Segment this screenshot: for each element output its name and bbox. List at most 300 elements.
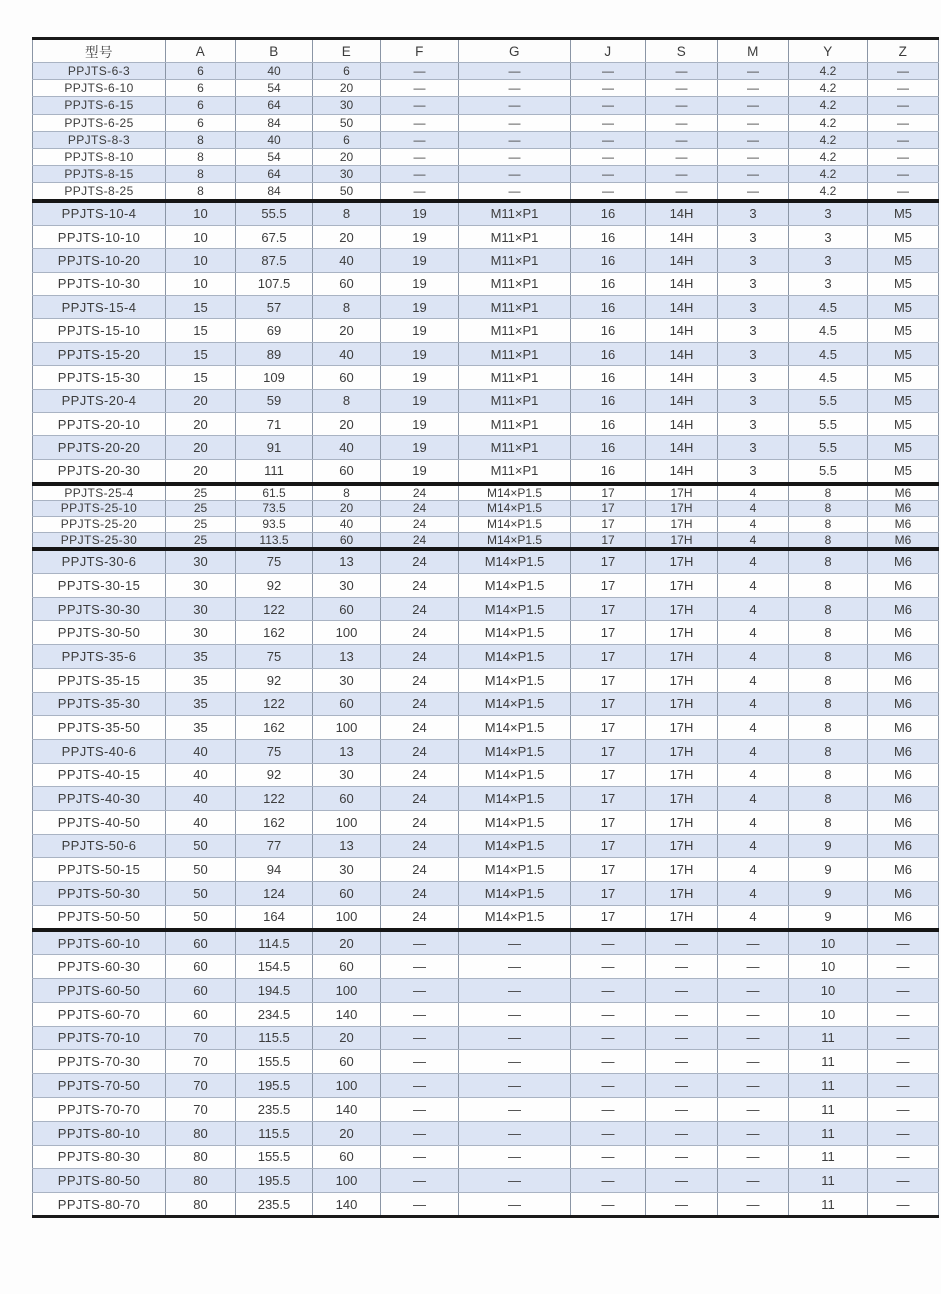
value-cell: 70 <box>166 1074 236 1098</box>
value-cell: — <box>459 166 571 183</box>
table-row <box>33 1193 939 1217</box>
table-row <box>33 905 939 929</box>
value-cell: 8 <box>789 597 868 621</box>
value-cell: — <box>459 63 571 80</box>
value-cell: 8 <box>313 485 381 501</box>
value-cell: M14×P1.5 <box>459 882 571 906</box>
value-cell: — <box>868 1074 939 1098</box>
value-cell: 100 <box>313 810 381 834</box>
value-cell: — <box>459 931 571 955</box>
value-cell: M6 <box>868 787 939 811</box>
value-cell: 19 <box>381 413 459 436</box>
value-cell: 84 <box>236 183 313 200</box>
value-cell: M11×P1 <box>459 249 571 272</box>
model-cell: PPJTS-8-25 <box>33 183 166 200</box>
value-cell: 5.5 <box>789 389 868 412</box>
model-cell: PPJTS-80-10 <box>33 1121 166 1145</box>
value-cell: — <box>459 80 571 97</box>
value-cell: 17 <box>571 532 646 548</box>
model-cell: PPJTS-6-10 <box>33 80 166 97</box>
value-cell: — <box>381 1026 459 1050</box>
value-cell: 4.2 <box>789 166 868 183</box>
value-cell: M5 <box>868 319 939 342</box>
table-section <box>33 63 939 201</box>
value-cell: — <box>868 148 939 165</box>
value-cell: 100 <box>313 978 381 1002</box>
column-header: B <box>236 39 313 63</box>
value-cell: 8 <box>789 550 868 574</box>
value-cell: 75 <box>236 645 313 669</box>
value-cell: 40 <box>166 810 236 834</box>
model-cell: PPJTS-50-15 <box>33 858 166 882</box>
value-cell: 11 <box>789 1169 868 1193</box>
table-row <box>33 459 939 482</box>
value-cell: 8 <box>166 183 236 200</box>
value-cell: — <box>646 166 718 183</box>
value-cell: 40 <box>313 436 381 459</box>
value-cell: M5 <box>868 225 939 248</box>
value-cell: 17 <box>571 810 646 834</box>
value-cell: 60 <box>166 1002 236 1026</box>
value-cell: M14×P1.5 <box>459 597 571 621</box>
model-cell: PPJTS-30-15 <box>33 574 166 598</box>
value-cell: 3 <box>718 413 789 436</box>
value-cell: 50 <box>313 114 381 131</box>
value-cell: — <box>868 978 939 1002</box>
value-cell: — <box>381 63 459 80</box>
value-cell: 8 <box>789 810 868 834</box>
value-cell: M6 <box>868 692 939 716</box>
value-cell: 50 <box>313 183 381 200</box>
value-cell: 25 <box>166 485 236 501</box>
value-cell: 17 <box>571 550 646 574</box>
value-cell: 17H <box>646 500 718 516</box>
value-cell: — <box>571 183 646 200</box>
value-cell: 24 <box>381 574 459 598</box>
value-cell: 8 <box>789 787 868 811</box>
value-cell: 8 <box>789 739 868 763</box>
model-cell: PPJTS-20-30 <box>33 459 166 482</box>
value-cell: — <box>459 1145 571 1169</box>
value-cell: 8 <box>166 131 236 148</box>
value-cell: 8 <box>789 621 868 645</box>
model-cell: PPJTS-80-50 <box>33 1169 166 1193</box>
value-cell: M6 <box>868 739 939 763</box>
value-cell: 9 <box>789 882 868 906</box>
value-cell: 70 <box>166 1026 236 1050</box>
table-row <box>33 1145 939 1169</box>
value-cell: — <box>868 1145 939 1169</box>
value-cell: 16 <box>571 342 646 365</box>
value-cell: 71 <box>236 413 313 436</box>
value-cell: 24 <box>381 516 459 532</box>
value-cell: 14H <box>646 459 718 482</box>
model-cell: PPJTS-50-6 <box>33 834 166 858</box>
value-cell: 100 <box>313 1074 381 1098</box>
value-cell: 54 <box>236 148 313 165</box>
value-cell: — <box>571 1193 646 1217</box>
value-cell: — <box>571 114 646 131</box>
value-cell: 10 <box>166 249 236 272</box>
value-cell: — <box>459 1121 571 1145</box>
value-cell: 164 <box>236 905 313 929</box>
value-cell: 75 <box>236 739 313 763</box>
value-cell: M6 <box>868 597 939 621</box>
value-cell: 3 <box>718 342 789 365</box>
value-cell: 17H <box>646 597 718 621</box>
value-cell: 20 <box>313 80 381 97</box>
table-row <box>33 296 939 319</box>
value-cell: — <box>571 63 646 80</box>
value-cell: — <box>646 978 718 1002</box>
value-cell: 24 <box>381 882 459 906</box>
value-cell: 19 <box>381 272 459 295</box>
value-cell: 75 <box>236 550 313 574</box>
value-cell: 24 <box>381 645 459 669</box>
value-cell: 3 <box>718 225 789 248</box>
value-cell: 162 <box>236 621 313 645</box>
value-cell: 162 <box>236 716 313 740</box>
value-cell: — <box>718 80 789 97</box>
value-cell: 60 <box>313 459 381 482</box>
value-cell: M6 <box>868 905 939 929</box>
table-row <box>33 978 939 1002</box>
value-cell: 107.5 <box>236 272 313 295</box>
table-row <box>33 692 939 716</box>
value-cell: — <box>868 1002 939 1026</box>
value-cell: 94 <box>236 858 313 882</box>
value-cell: 3 <box>718 389 789 412</box>
value-cell: 140 <box>313 1002 381 1026</box>
value-cell: 17H <box>646 621 718 645</box>
value-cell: 54 <box>236 80 313 97</box>
value-cell: M14×P1.5 <box>459 500 571 516</box>
value-cell: 17 <box>571 858 646 882</box>
value-cell: 6 <box>166 63 236 80</box>
value-cell: 3 <box>789 225 868 248</box>
table-row <box>33 810 939 834</box>
value-cell: 115.5 <box>236 1121 313 1145</box>
value-cell: 19 <box>381 436 459 459</box>
value-cell: 100 <box>313 905 381 929</box>
model-cell: PPJTS-15-4 <box>33 296 166 319</box>
model-cell: PPJTS-70-50 <box>33 1074 166 1098</box>
value-cell: — <box>381 978 459 1002</box>
value-cell: 20 <box>313 319 381 342</box>
value-cell: — <box>381 1121 459 1145</box>
table-row <box>33 389 939 412</box>
value-cell: 35 <box>166 645 236 669</box>
value-cell: 3 <box>718 202 789 225</box>
value-cell: 13 <box>313 739 381 763</box>
table-row <box>33 931 939 955</box>
value-cell: 20 <box>313 148 381 165</box>
model-cell: PPJTS-20-4 <box>33 389 166 412</box>
value-cell: 14H <box>646 225 718 248</box>
value-cell: 3 <box>718 366 789 389</box>
value-cell: 87.5 <box>236 249 313 272</box>
table-row <box>33 834 939 858</box>
model-cell: PPJTS-80-70 <box>33 1193 166 1217</box>
model-cell: PPJTS-80-30 <box>33 1145 166 1169</box>
value-cell: M5 <box>868 436 939 459</box>
value-cell: 234.5 <box>236 1002 313 1026</box>
value-cell: 8 <box>789 574 868 598</box>
value-cell: 64 <box>236 166 313 183</box>
value-cell: 14H <box>646 249 718 272</box>
table-row <box>33 249 939 272</box>
value-cell: 40 <box>166 787 236 811</box>
value-cell: 4 <box>718 834 789 858</box>
value-cell: M14×P1.5 <box>459 485 571 501</box>
value-cell: 77 <box>236 834 313 858</box>
value-cell: — <box>868 955 939 979</box>
value-cell: 17 <box>571 668 646 692</box>
model-cell: PPJTS-10-10 <box>33 225 166 248</box>
value-cell: 4 <box>718 532 789 548</box>
value-cell: — <box>646 97 718 114</box>
value-cell: 16 <box>571 413 646 436</box>
value-cell: — <box>718 1121 789 1145</box>
value-cell: 60 <box>166 978 236 1002</box>
value-cell: 19 <box>381 225 459 248</box>
model-cell: PPJTS-15-30 <box>33 366 166 389</box>
value-cell: 35 <box>166 668 236 692</box>
value-cell: 50 <box>166 834 236 858</box>
spec-table <box>32 37 939 1218</box>
model-cell: PPJTS-30-50 <box>33 621 166 645</box>
value-cell: 17 <box>571 882 646 906</box>
table-row <box>33 63 939 80</box>
model-cell: PPJTS-60-30 <box>33 955 166 979</box>
value-cell: 20 <box>313 1026 381 1050</box>
value-cell: — <box>718 183 789 200</box>
table-row <box>33 597 939 621</box>
value-cell: 5.5 <box>789 436 868 459</box>
model-cell: PPJTS-70-30 <box>33 1050 166 1074</box>
value-cell: 4.5 <box>789 319 868 342</box>
table-row <box>33 516 939 532</box>
value-cell: — <box>381 114 459 131</box>
column-header: F <box>381 39 459 63</box>
value-cell: — <box>718 63 789 80</box>
value-cell: 17H <box>646 532 718 548</box>
value-cell: 16 <box>571 249 646 272</box>
value-cell: — <box>868 97 939 114</box>
value-cell: — <box>868 166 939 183</box>
value-cell: 24 <box>381 834 459 858</box>
value-cell: 17H <box>646 485 718 501</box>
value-cell: 60 <box>313 597 381 621</box>
value-cell: 8 <box>789 645 868 669</box>
value-cell: 4.2 <box>789 97 868 114</box>
value-cell: M11×P1 <box>459 296 571 319</box>
value-cell: — <box>571 131 646 148</box>
value-cell: 4 <box>718 716 789 740</box>
value-cell: M14×P1.5 <box>459 763 571 787</box>
value-cell: 30 <box>313 166 381 183</box>
model-cell: PPJTS-6-3 <box>33 63 166 80</box>
model-cell: PPJTS-50-30 <box>33 882 166 906</box>
model-cell: PPJTS-40-50 <box>33 810 166 834</box>
table-row <box>33 1002 939 1026</box>
value-cell: — <box>381 931 459 955</box>
value-cell: 235.5 <box>236 1193 313 1217</box>
column-header: J <box>571 39 646 63</box>
value-cell: — <box>646 80 718 97</box>
value-cell: 30 <box>313 763 381 787</box>
value-cell: M5 <box>868 249 939 272</box>
model-cell: PPJTS-8-15 <box>33 166 166 183</box>
value-cell: 35 <box>166 716 236 740</box>
value-cell: 70 <box>166 1097 236 1121</box>
value-cell: 24 <box>381 668 459 692</box>
value-cell: 17H <box>646 882 718 906</box>
value-cell: — <box>459 1097 571 1121</box>
model-cell: PPJTS-40-6 <box>33 739 166 763</box>
table-row <box>33 739 939 763</box>
value-cell: M5 <box>868 202 939 225</box>
column-header: E <box>313 39 381 63</box>
value-cell: — <box>646 1050 718 1074</box>
value-cell: 60 <box>313 882 381 906</box>
value-cell: — <box>571 1074 646 1098</box>
value-cell: 17 <box>571 692 646 716</box>
value-cell: — <box>868 63 939 80</box>
value-cell: 5.5 <box>789 413 868 436</box>
value-cell: 14H <box>646 296 718 319</box>
value-cell: 30 <box>166 621 236 645</box>
value-cell: M6 <box>868 716 939 740</box>
value-cell: 70 <box>166 1050 236 1074</box>
value-cell: 8 <box>313 296 381 319</box>
value-cell: M6 <box>868 668 939 692</box>
value-cell: 55.5 <box>236 202 313 225</box>
value-cell: M14×P1.5 <box>459 516 571 532</box>
value-cell: 20 <box>313 931 381 955</box>
column-header: 型号 <box>33 39 166 63</box>
model-cell: PPJTS-25-4 <box>33 485 166 501</box>
value-cell: 4 <box>718 787 789 811</box>
value-cell: 6 <box>313 131 381 148</box>
value-cell: M14×P1.5 <box>459 550 571 574</box>
value-cell: 40 <box>313 516 381 532</box>
value-cell: 4 <box>718 905 789 929</box>
model-cell: PPJTS-60-10 <box>33 931 166 955</box>
model-cell: PPJTS-70-10 <box>33 1026 166 1050</box>
value-cell: 195.5 <box>236 1169 313 1193</box>
value-cell: — <box>459 183 571 200</box>
value-cell: 122 <box>236 597 313 621</box>
value-cell: 3 <box>718 296 789 319</box>
value-cell: 30 <box>166 597 236 621</box>
value-cell: — <box>459 1026 571 1050</box>
value-cell: M5 <box>868 342 939 365</box>
table-row <box>33 1026 939 1050</box>
value-cell: — <box>718 1002 789 1026</box>
value-cell: 17 <box>571 485 646 501</box>
value-cell: 3 <box>718 272 789 295</box>
value-cell: 30 <box>313 97 381 114</box>
value-cell: — <box>868 114 939 131</box>
value-cell: — <box>646 931 718 955</box>
value-cell: 155.5 <box>236 1050 313 1074</box>
value-cell: 24 <box>381 810 459 834</box>
value-cell: 89 <box>236 342 313 365</box>
value-cell: 19 <box>381 342 459 365</box>
value-cell: 14H <box>646 389 718 412</box>
value-cell: 20 <box>313 225 381 248</box>
table-row <box>33 413 939 436</box>
model-cell: PPJTS-10-20 <box>33 249 166 272</box>
table-row <box>33 80 939 97</box>
value-cell: 235.5 <box>236 1097 313 1121</box>
model-cell: PPJTS-15-10 <box>33 319 166 342</box>
table-row <box>33 97 939 114</box>
model-cell: PPJTS-25-10 <box>33 500 166 516</box>
value-cell: 4.2 <box>789 131 868 148</box>
value-cell: — <box>571 97 646 114</box>
table-row <box>33 319 939 342</box>
value-cell: 10 <box>166 225 236 248</box>
value-cell: M5 <box>868 366 939 389</box>
value-cell: 124 <box>236 882 313 906</box>
value-cell: — <box>646 63 718 80</box>
value-cell: M5 <box>868 296 939 319</box>
value-cell: — <box>646 1169 718 1193</box>
value-cell: — <box>718 148 789 165</box>
value-cell: — <box>381 1145 459 1169</box>
value-cell: 80 <box>166 1193 236 1217</box>
value-cell: 10 <box>166 202 236 225</box>
value-cell: 17 <box>571 905 646 929</box>
model-cell: PPJTS-25-20 <box>33 516 166 532</box>
value-cell: 4 <box>718 485 789 501</box>
value-cell: M6 <box>868 550 939 574</box>
table-row <box>33 202 939 225</box>
value-cell: 69 <box>236 319 313 342</box>
value-cell: — <box>718 1074 789 1098</box>
value-cell: 14H <box>646 413 718 436</box>
value-cell: 17H <box>646 858 718 882</box>
value-cell: — <box>718 1097 789 1121</box>
value-cell: M11×P1 <box>459 459 571 482</box>
model-cell: PPJTS-40-30 <box>33 787 166 811</box>
value-cell: 17 <box>571 516 646 532</box>
value-cell: 24 <box>381 532 459 548</box>
model-cell: PPJTS-30-6 <box>33 550 166 574</box>
value-cell: 4 <box>718 882 789 906</box>
value-cell: 16 <box>571 366 646 389</box>
value-cell: M5 <box>868 389 939 412</box>
value-cell: 8 <box>313 202 381 225</box>
value-cell: — <box>459 97 571 114</box>
value-cell: 93.5 <box>236 516 313 532</box>
column-header: M <box>718 39 789 63</box>
value-cell: 60 <box>166 955 236 979</box>
value-cell: — <box>646 1097 718 1121</box>
value-cell: 17 <box>571 739 646 763</box>
value-cell: M14×P1.5 <box>459 905 571 929</box>
value-cell: 20 <box>166 459 236 482</box>
value-cell: 17 <box>571 834 646 858</box>
value-cell: 60 <box>313 1050 381 1074</box>
value-cell: — <box>571 931 646 955</box>
value-cell: 8 <box>789 516 868 532</box>
value-cell: — <box>646 1026 718 1050</box>
value-cell: — <box>571 1050 646 1074</box>
value-cell: 19 <box>381 389 459 412</box>
